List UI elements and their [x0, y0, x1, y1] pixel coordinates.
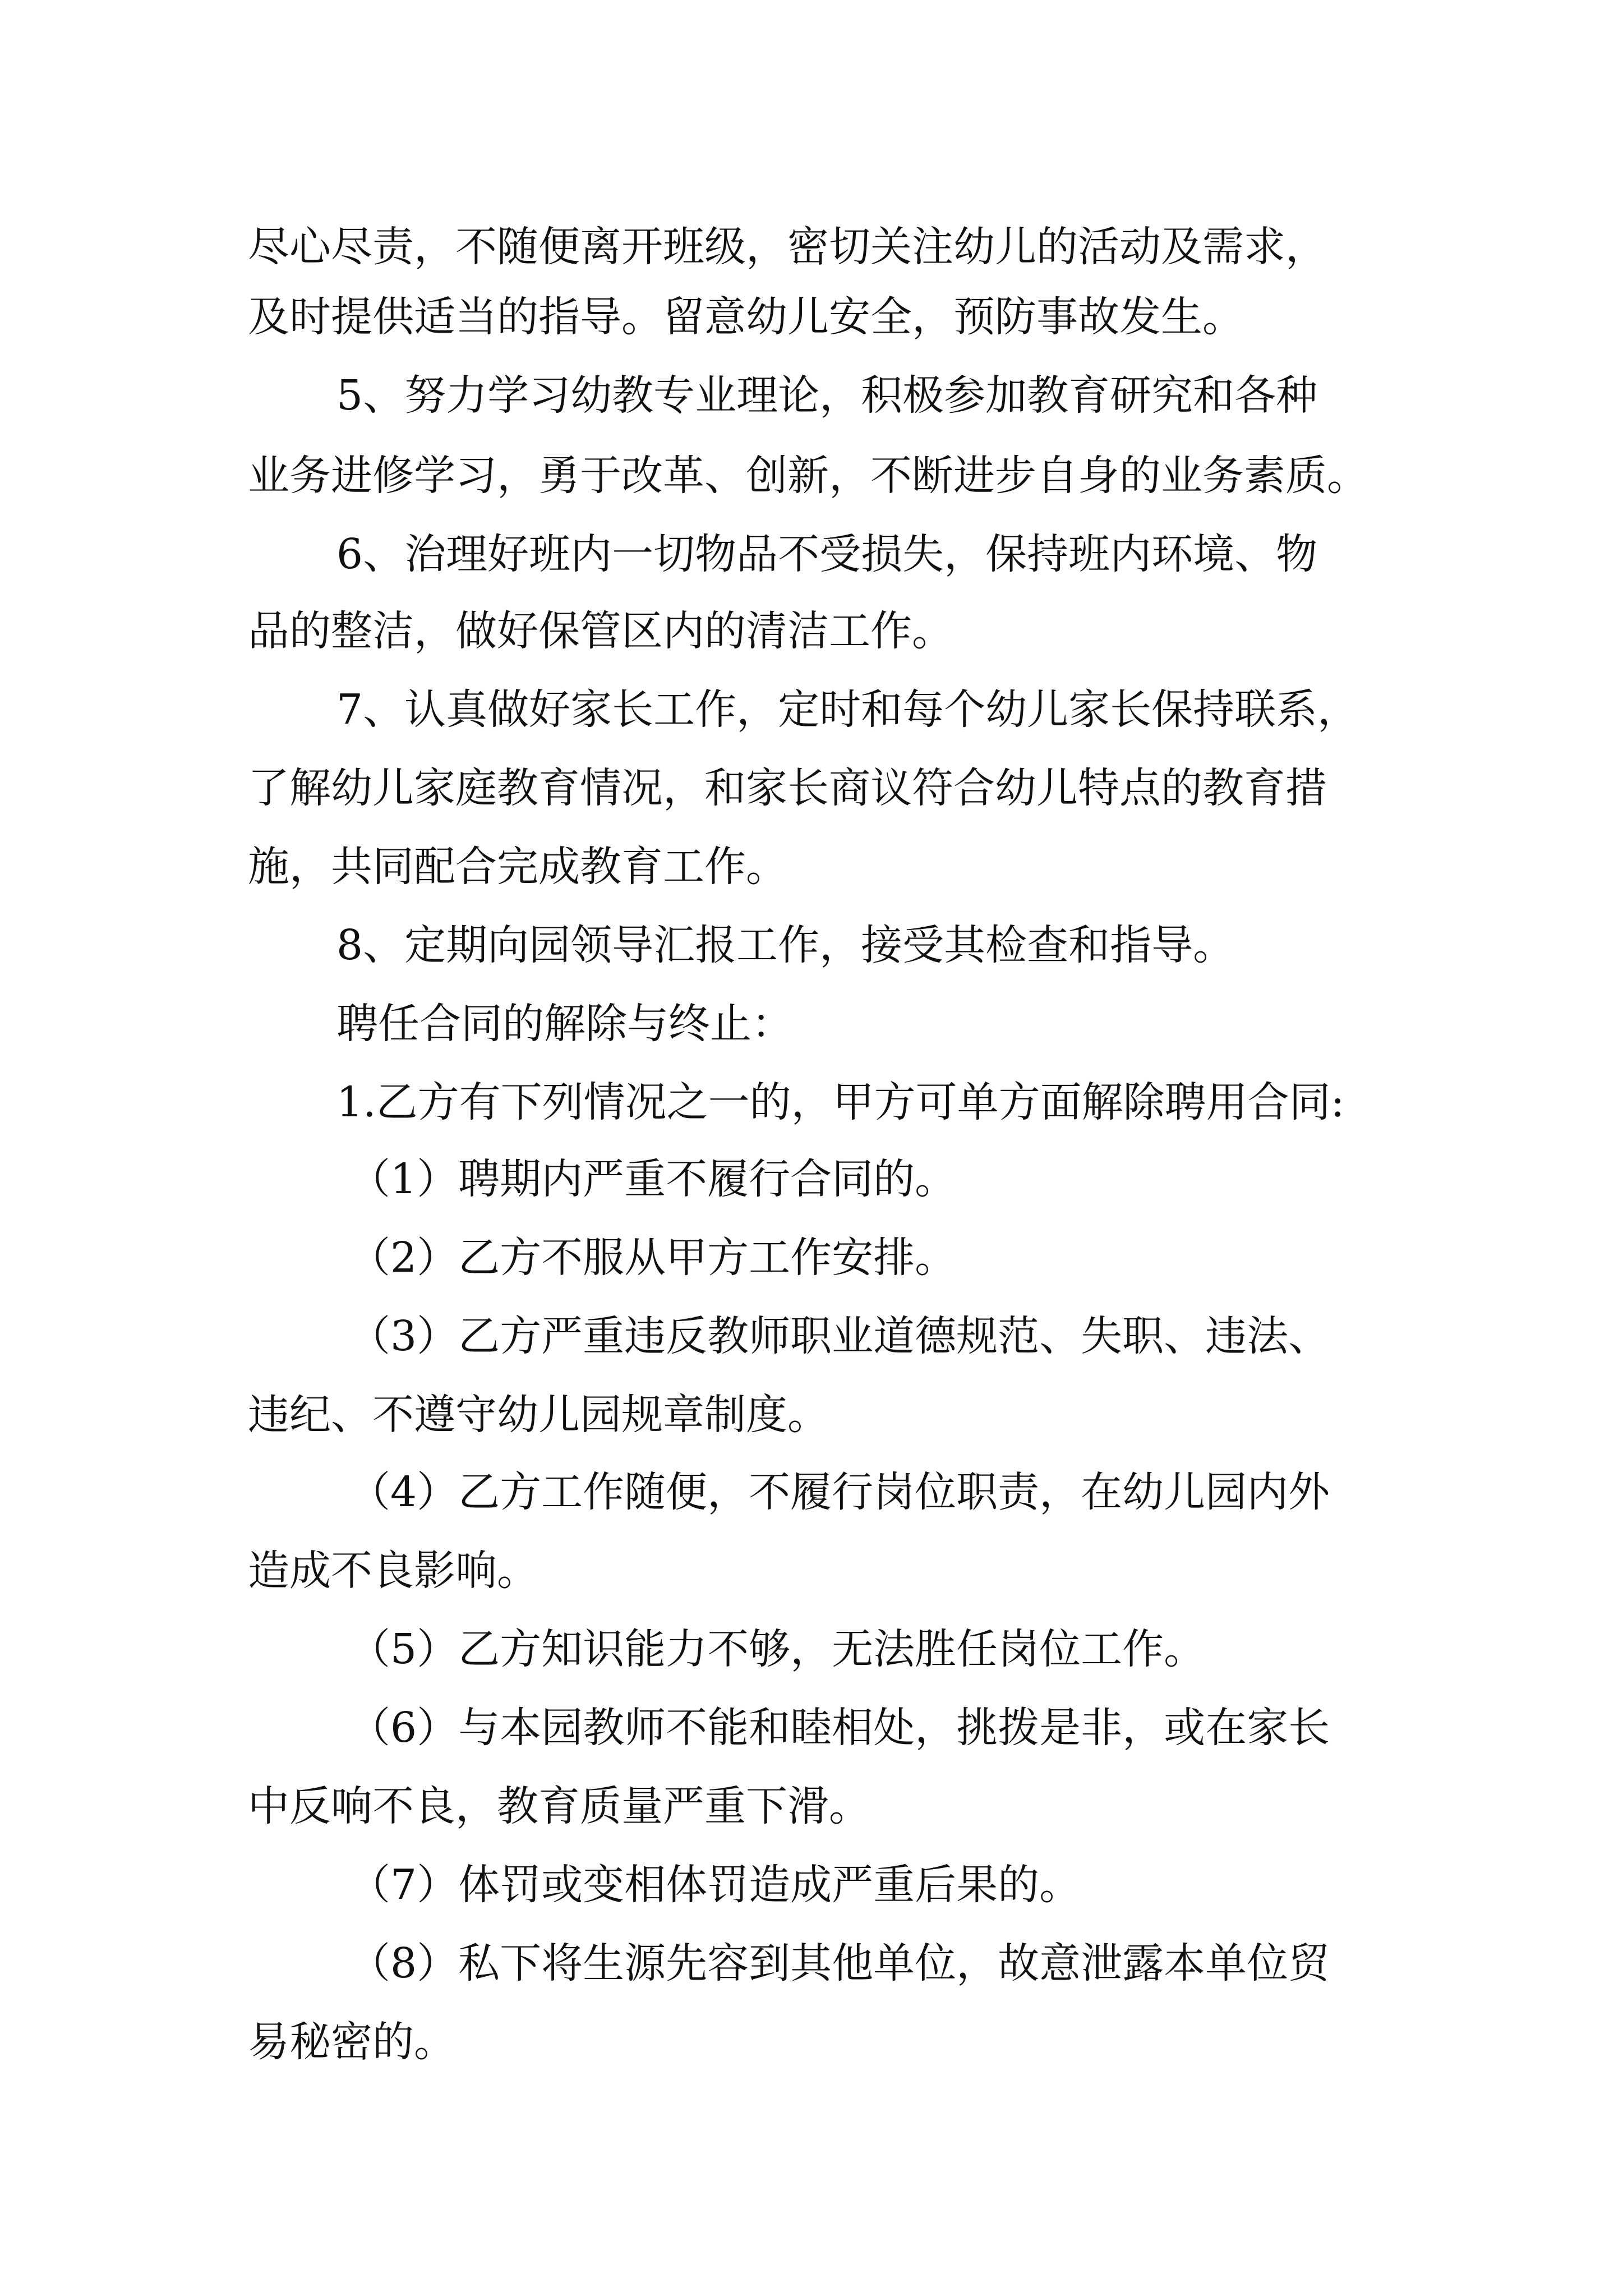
text-line-8: 了解幼儿家庭教育情况，和家长商议符合幼儿特点的教育措: [248, 764, 1327, 812]
text-line-10: 8、定期向园领导汇报工作，接受其检查和指导。: [336, 921, 1235, 969]
text-line-5: 6、治理好班内一切物品不受损失，保持班内环境、物: [336, 530, 1318, 578]
text-line-6: 品的整洁，做好保管区内的清洁工作。: [248, 607, 953, 655]
text-line-18: 造成不良影响。: [248, 1547, 538, 1595]
text-line-23: （8）私下将生源先容到其他单位，故意泄露本单位贸: [349, 1939, 1330, 1987]
text-line-1: 尽心尽责，不随便离开班级，密切关注幼儿的活动及需求，: [248, 223, 1327, 271]
text-line-16: 违纪、不遵守幼儿园规章制度。: [248, 1391, 829, 1439]
text-line-12: 1.乙方有下列情况之一的，甲方可单方面解除聘用合同:: [336, 1078, 1345, 1126]
text-line-9: 施，共同配合完成教育工作。: [248, 843, 787, 891]
text-line-4: 业务进修学习，勇于改革、创新，不断进步自身的业务素质。: [248, 452, 1368, 500]
text-line-20: （6）与本园教师不能和睦相处，挑拨是非，或在家长: [349, 1704, 1330, 1752]
text-line-13: （1）聘期内严重不履行合同的。: [349, 1155, 957, 1203]
text-line-2: 及时提供适当的指导。留意幼儿安全，预防事故发生。: [248, 293, 1244, 341]
text-line-7: 7、认真做好家长工作，定时和每个幼儿家长保持联系，: [336, 685, 1359, 734]
text-line-19: （5）乙方知识能力不够，无法胜任岗位工作。: [349, 1625, 1206, 1673]
text-line-14: （2）乙方不服从甲方工作安排。: [349, 1234, 957, 1282]
text-line-15: （3）乙方严重违反教师职业道德规范、失职、违法、: [349, 1312, 1330, 1360]
text-line-21: 中反响不良，教育质量严重下滑。: [248, 1782, 870, 1830]
text-line-11: 聘任合同的解除与终止：: [336, 1000, 793, 1048]
text-line-24: 易秘密的。: [248, 2018, 455, 2066]
text-line-22: （7）体罚或变相体罚造成严重后果的。: [349, 1861, 1081, 1909]
text-line-3: 5、努力学习幼教专业理论，积极参加教育研究和各种: [336, 371, 1318, 420]
text-line-17: （4）乙方工作随便，不履行岗位职责，在幼儿园内外: [349, 1468, 1330, 1516]
